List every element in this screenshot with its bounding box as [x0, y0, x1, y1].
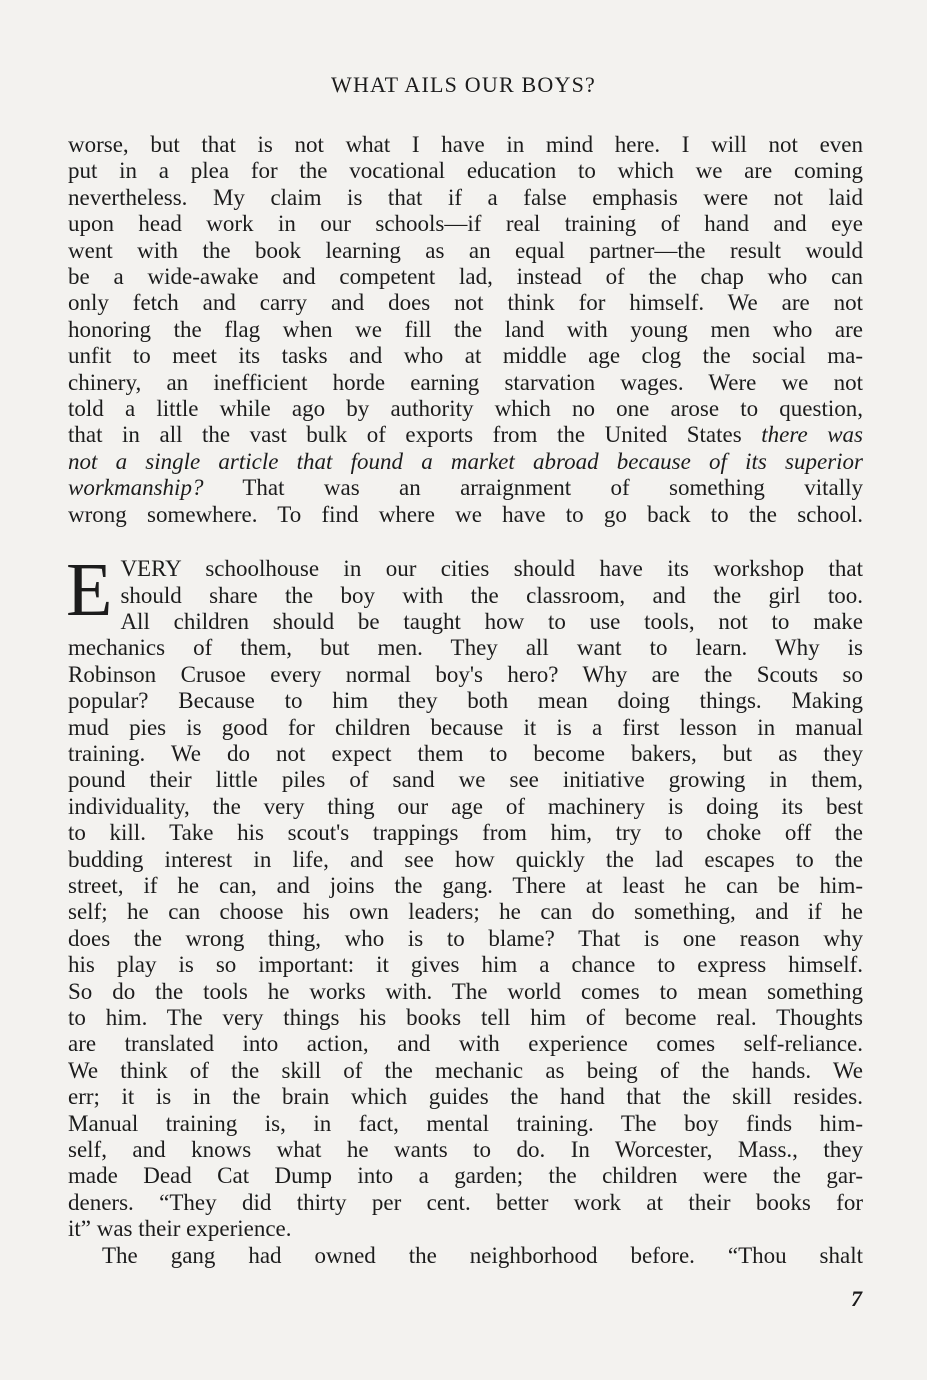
text-segment: That was an arraignment of something vitally — [203, 475, 863, 501]
italic-segment: there was — [761, 422, 863, 448]
text-line: popular? Because to him they both mean doing things. Making — [68, 688, 863, 714]
text-line: All children should be taught how to use tools, not to make — [120, 608, 863, 634]
text-line: So do the tools he works with. The world comes to mean something — [68, 978, 863, 1004]
drop-cap: E — [66, 548, 113, 633]
paragraph-1 — [68, 132, 863, 528]
text-line: honoring the flag when we fill the land with young men who are — [68, 316, 863, 342]
text-line: to him. The very things his books tell him of become real. Thoughts — [68, 1005, 863, 1030]
text-line: it” was their experience. — [68, 1216, 292, 1242]
text-segment: that in all the vast bulk of exports from the United States — [68, 422, 762, 448]
text-line: to kill. Take his scout's trappings from him, try to choke off the — [68, 820, 863, 846]
text-line: VERY schoolhouse in our cities should have its workshop that — [120, 556, 863, 582]
text-line: wrong somewhere. To find where we have to go back to the school. — [68, 501, 863, 527]
text-line: be a wide-awake and competent lad, instead of the chap who can — [68, 264, 863, 290]
text-line: are translated into action, and with experience comes self-reliance. — [68, 1031, 863, 1057]
text-line: told a little while ago by authority which no one arose to question, — [68, 396, 863, 422]
italic-segment: workmanship? — [68, 475, 204, 501]
text-line — [68, 422, 863, 448]
text-line: should share the boy with the classroom, and the girl too. — [120, 582, 863, 608]
text-line: Manual training is, in fact, mental training. The boy finds him- — [68, 1110, 863, 1136]
text-line: We think of the skill of the mechanic as being of the hands. We — [68, 1057, 863, 1083]
text-line: budding interest in life, and see how quickly the lad escapes to the — [68, 846, 863, 872]
text-line: err; it is in the brain which guides the hand that the skill resides. — [68, 1084, 863, 1110]
text-line: only fetch and carry and does not think for himself. We are not — [68, 290, 863, 316]
text-line: made Dead Cat Dump into a garden; the children were the gar- — [68, 1163, 863, 1189]
text-line: his play is so important: it gives him a chance to express himself. — [68, 952, 863, 978]
text-line: chinery, an inefficient horde earning starvation wages. Were we not — [68, 369, 863, 395]
page-body — [68, 132, 863, 1269]
text-line: put in a plea for the vocational education to which we are coming — [68, 158, 863, 184]
text-line: self; he can choose his own leaders; he can do something, and if he — [68, 899, 863, 925]
text-line: mud pies is good for children because it is a first lesson in manual — [68, 714, 863, 740]
text-line: Robinson Crusoe every normal boy's hero? Why are the Scouts so — [68, 661, 863, 687]
text-line: pound their little piles of sand we see initiative growing in them, — [68, 767, 863, 793]
text-line: unfit to meet its tasks and who at middle age clog the social ma- — [68, 343, 863, 369]
text-line: worse, but that is not what I have in mind here. I will not even — [68, 132, 863, 157]
text-line: went with the book learning as an equal partner—the result would — [68, 237, 863, 263]
text-line: mechanics of them, but men. They all want to learn. Why is — [68, 635, 863, 661]
text-line: nevertheless. My claim is that if a false emphasis were not laid — [68, 184, 863, 210]
text-line: self, and knows what he wants to do. In Worcester, Mass., they — [68, 1137, 863, 1163]
text-line: does the wrong thing, who is to blame? That is one reason why — [68, 925, 863, 951]
paragraph-2 — [66, 548, 863, 1243]
text-line: upon head work in our schools—if real training of hand and eye — [68, 211, 863, 237]
italic-segment: not a single article that found a market abroad because of its superior — [68, 448, 863, 474]
running-head: WHAT AILS OUR BOYS? — [330, 72, 596, 97]
text-line — [68, 449, 863, 475]
text-line: training. We do not expect them to become bakers, but as they — [68, 740, 863, 766]
text-line: individuality, the very thing our age of machinery is doing its best — [68, 793, 863, 819]
paragraph-3 — [68, 1243, 863, 1269]
text-line — [68, 475, 863, 501]
text-line: deners. “They did thirty per cent. better work at their books for — [68, 1189, 863, 1215]
page-number: 7 — [851, 1286, 862, 1311]
text-line: street, if he can, and joins the gang. There at least he can be him- — [68, 872, 863, 898]
text-line: The gang had owned the neighborhood before. “Thou shalt — [102, 1242, 863, 1268]
